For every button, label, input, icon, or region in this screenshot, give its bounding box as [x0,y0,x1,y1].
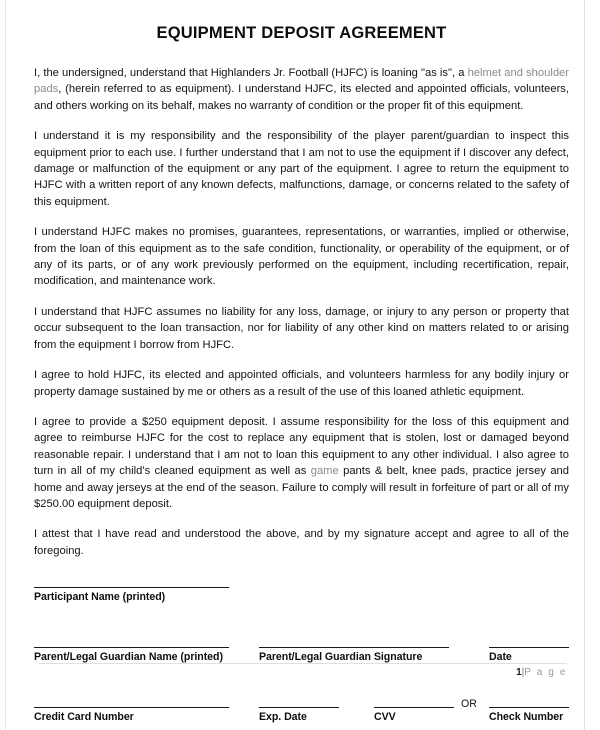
paragraph-4-segment-1: I understand that HJFC assumes no liability for any loss, damage, or injury to any person or property that occur subsequent to the loan transaction, nor for liability of any other kind on matters related to or arising from the equipment I borrow from HJFC. [34,305,569,351]
paragraph-1-segment-2-highlight: helmet and shoulder pads [34,67,569,96]
page-title: EQUIPMENT DEPOSIT AGREEMENT [156,24,447,42]
paragraph-1-segment-3: , (herein referred to as equipment). I understand HJFC, its elected and appointed officials, volunteers, and others working on its behalf, makes no warranty of condition or the proper fit of this equipment. [34,83,569,112]
or-separator-label: OR [461,698,477,711]
field-label: Check Number [489,711,564,724]
document-content [34,0,569,730]
paragraph-4 [34,304,569,353]
signature-row-payment [34,698,569,730]
signature-row-participant [34,587,569,631]
paragraph-1 [34,65,569,114]
field-label: Parent/Legal Guardian Name (printed) [34,651,223,664]
field-label: Credit Card Number [34,711,134,724]
field-date[interactable] [489,647,569,663]
signature-block [34,587,569,730]
paragraph-3-segment-1: I understand HJFC makes no promises, guarantees, representations, or warranties, implied or otherwise, from the loan of this equipment as to the safe condition, functionality, or operability of the equipment, or of any of its parts, or of any work previously performed on the equipment, including recertification, repair, modification, and maintenance work. [34,226,569,288]
field-label: Participant Name (printed) [34,591,166,604]
paragraph-6-segment-3: pants & belt, knee pads, practice jersey and home and away jerseys at the end of the season. Failure to comply will result in forfeiture of part or all of my $250.00 equipment deposit. [34,465,569,510]
field-exp-date[interactable] [259,707,339,723]
agreement-body [34,65,569,559]
footer-divider [39,663,567,664]
field-guardian-name[interactable] [34,647,229,663]
field-check-number[interactable] [489,707,569,723]
paragraph-3 [34,224,569,290]
field-label: CVV [374,711,396,724]
field-credit-card-number[interactable] [34,707,229,723]
paragraph-2-segment-1: I understand it is my responsibility and the responsibility of the player parent/guardian to inspect this equipment prior to each use. I further understand that I am not to use the equipment if I discover any defect, damage or malfunction of the equipment or any part of the equipment. I agree to return the equipment to HJFC with a written report of any known defects, malfunctions, damage, or concerns related to the safety of this equipment. [34,130,569,208]
paragraph-5 [34,367,569,400]
signature-row-guardian [34,647,569,691]
footer-page-number [516,667,567,678]
paragraph-7-attestation [34,526,569,559]
field-label: Exp. Date [259,711,307,724]
paragraph-2 [34,128,569,210]
field-participant-name[interactable] [34,587,229,603]
field-label: Parent/Legal Guardian Signature [259,651,423,664]
paragraph-6 [34,414,569,512]
paragraph-6-segment-2-highlight: game [310,465,339,478]
paragraph-7-segment-1: I attest that I have read and understood the above, and by my signature accept and agree to all of the foregoing. [34,528,569,557]
paragraph-1-segment-1: I, the undersigned, understand that Highlanders Jr. Football (HJFC) is loaning "as is", a [34,67,468,79]
paragraph-5-segment-1: I agree to hold HJFC, its elected and appointed officials, and volunteers harmless for any bodily injury or property damage sustained by me or others as a result of the use of this loaned athletic equipment. [34,369,569,398]
field-cvv[interactable] [374,707,454,723]
field-label: Date [489,651,512,664]
page-word-label: P a g e [524,667,567,678]
page-number-value: 1 [516,667,522,678]
page-number-separator: | [521,667,525,678]
paragraph-6-segment-1: I agree to provide a $250 equipment deposit. I assume responsibility for the loss of this equipment and agree to reimburse HJFC for the cost to replace any equipment that is stolen, lost or damaged beyond reasonable repair. I understand that I am not to loan this equipment to any other individual. I also agree to turn in all of my child’s cleaned equipment as well as [34,415,569,478]
field-guardian-signature[interactable] [259,647,449,663]
